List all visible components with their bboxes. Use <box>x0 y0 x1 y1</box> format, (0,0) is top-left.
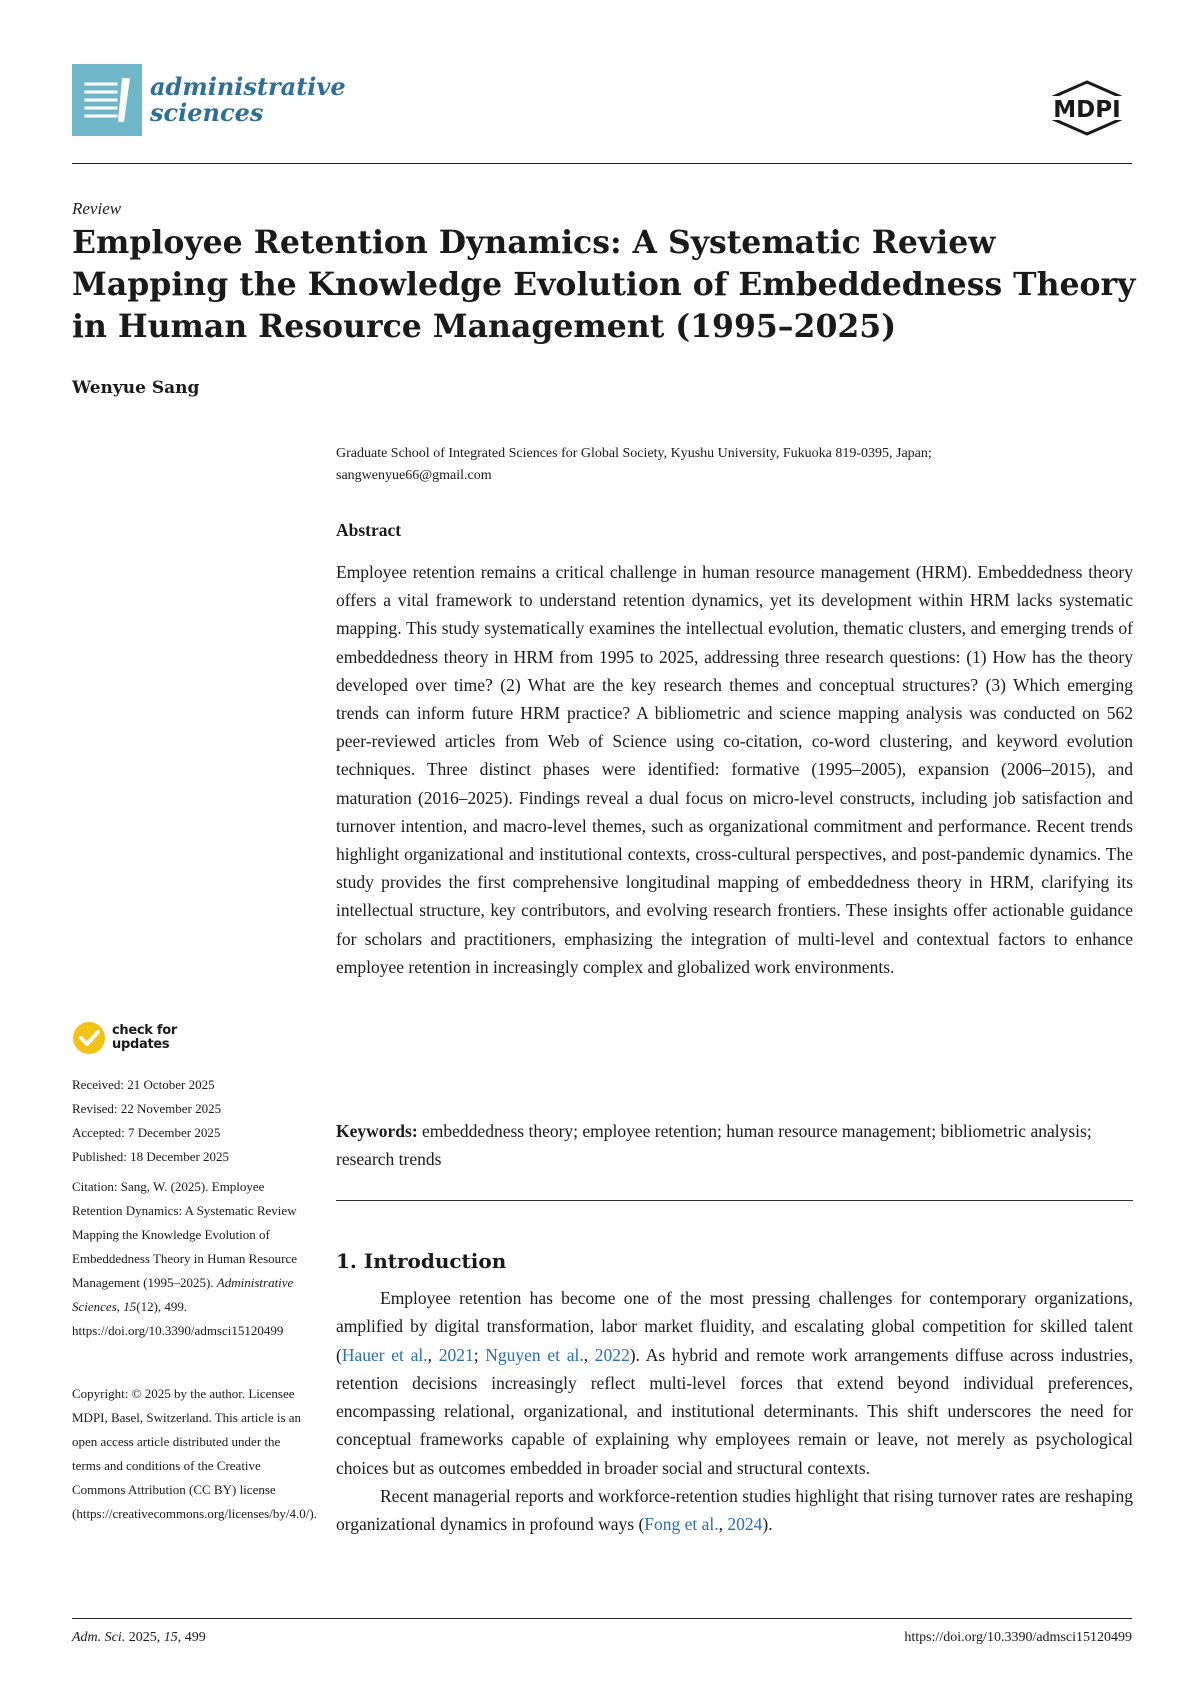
citation-volume: 15 <box>123 1299 137 1314</box>
abstract-text: Employee retention remains a critical challenge in human resource management (HRM). Embeddedness theory offers a vital framework to understand retention dynamics, yet its development within HRM lacks systematic mapping. This study systematically examines the intellectual evolution, thematic clusters, and emerging trends of embeddedness theory in HRM from 1995 to 2025, addressing three research questions: (1) How has the theory developed over time? (2) What are the key research themes and conceptual structures? (3) Which emerging trends can inform future HRM practice? A bibliometric and science mapping analysis was conducted on 562 peer-reviewed articles from Web of Science using co-citation, co-word clustering, and keyword evolution techniques. Three distinct phases were identified: formative (1995–2005), expansion (2006–2015), and maturation (2016–2025). Findings reveal a dual focus on micro-level constructs, including job satisfaction and turnover intention, and macro-level themes, such as organizational commitment and performance. Recent trends highlight organizational and institutional contexts, cross-cultural perspectives, and post-pandemic dynamics. The study provides the first comprehensive longitudinal mapping of embeddedness theory in HRM, clarifying its intellectual structure, key contributors, and evolving research frontiers. These insights offer actionable guidance for scholars and practitioners, emphasizing the integration of multi-level and contextual factors to enhance employee retention in increasingly complex and globalized work environments. <box>336 562 1133 977</box>
introduction-paragraph-2 <box>336 1482 1133 1539</box>
footer-journal-abbrev: Adm. Sci. <box>72 1630 126 1645</box>
introduction-body <box>336 1284 1133 1539</box>
date-published: Published: 18 December 2025 <box>72 1149 230 1164</box>
affiliation <box>336 443 1136 487</box>
citation-journal: Administrative Sciences <box>72 1275 294 1314</box>
footer-page: , 499 <box>177 1630 206 1645</box>
citation-text: Citation: Sang, W. (2025). Employee Retention Dynamics: A Systematic Review Mapping the Knowledge Evolution of Embeddedness Theory in Human Resource Management (1995–2025). <box>72 1179 298 1290</box>
date-received: Received: 21 October 2025 <box>72 1077 215 1092</box>
article-title: Employee Retention Dynamics: A Systematic Review Mapping the Knowledge Evolution of Embeddedness Theory in Human Resource Management (1995–2025) <box>72 224 1136 345</box>
check-for-updates-text <box>112 1024 177 1052</box>
paragraph-text: Employee retention has become one of the most pressing challenges for contemporary organizations, amplified by digital transformation, labor market fluidity, and escalating global competition for skilled talent ( <box>336 1288 1133 1365</box>
citation-link-nguyen[interactable]: Nguyen et al. <box>485 1344 584 1365</box>
copyright-notice: Copyright: © 2025 by the author. Licensee MDPI, Basel, Switzerland. This article is an open access article distributed under the terms and conditions of the Creative Commons Attribution (CC BY) license (https://creativecommons.org/licenses/by/4.0/). <box>72 1386 317 1521</box>
citation-separator: , <box>583 1344 595 1365</box>
footer-doi-link[interactable]: https://doi.org/10.3390/admsci15120499 <box>904 1630 1132 1645</box>
footer-year: 2025, <box>125 1630 164 1645</box>
check-icon <box>72 1021 106 1055</box>
citation-year-link-2021[interactable]: 2021 <box>438 1344 474 1365</box>
citation-link-fong[interactable]: Fong et al. <box>644 1514 719 1535</box>
footer-volume: 15 <box>163 1630 178 1645</box>
citation-separator: ; <box>473 1344 486 1365</box>
header-rule <box>72 163 1132 164</box>
article-type: Review <box>72 199 122 218</box>
paragraph-text: Recent managerial reports and workforce-retention studies highlight that rising turnover rates are reshaping organizational dynamics in profound ways ( <box>336 1486 1133 1535</box>
check-for-updates-line1: check for <box>112 1023 177 1038</box>
footer-journal-reference <box>72 1630 206 1646</box>
introduction-paragraph-1 <box>336 1284 1133 1482</box>
citation-year-link-2022[interactable]: 2022 <box>594 1344 630 1365</box>
keywords <box>336 1117 1133 1174</box>
paragraph-text: ). <box>762 1514 773 1535</box>
citation-separator: , <box>116 1299 124 1314</box>
mdpi-logo-icon <box>1040 80 1134 136</box>
section-divider <box>336 1200 1133 1201</box>
journal-logo <box>72 64 142 136</box>
date-revised: Revised: 22 November 2025 <box>72 1101 222 1116</box>
publisher-logo[interactable] <box>1040 80 1134 141</box>
check-for-updates-line2: updates <box>112 1037 170 1052</box>
date-accepted: Accepted: 7 December 2025 <box>72 1125 221 1140</box>
paragraph-text: ). As hybrid and remote work arrangements diffuse across industries, retention decisions increasingly reflect multi-level forces that extend beyond individual preferences, encompassing relational, organizational, and institutional determinants. This shift underscores the need for conceptual frameworks capable of explaining why employees remain or leave, not merely as psychological choices but as outcomes embedded in broader social and structural contexts. <box>336 1344 1133 1478</box>
keywords-text: embeddedness theory; employee retention; human resource management; bibliometric analysis; research trends <box>336 1121 1092 1170</box>
journal-name[interactable] <box>150 74 346 126</box>
journal-name-line1: administrative <box>150 72 346 101</box>
citation-year-link-2024[interactable]: 2024 <box>727 1514 763 1535</box>
journal-logo-icon <box>72 64 142 136</box>
author-name[interactable]: Wenyue Sang <box>72 378 200 398</box>
citation-doi[interactable]: (12), 499. https://doi.org/10.3390/admsci15120499 <box>72 1299 284 1338</box>
affiliation-text: Graduate School of Integrated Sciences for Global Society, Kyushu University, Fukuoka 819-0395, Japan; <box>336 446 932 461</box>
author-email[interactable]: sangwenyue66@gmail.com <box>336 468 492 483</box>
publication-dates <box>72 1073 312 1169</box>
abstract-heading: Abstract <box>336 520 402 540</box>
publisher-name: MDPI <box>1053 97 1121 123</box>
citation-separator: , <box>718 1514 728 1535</box>
keywords-label: Keywords: <box>336 1121 418 1141</box>
citation-block <box>72 1175 312 1343</box>
citation-link-hauer[interactable]: Hauer et al. <box>341 1344 428 1365</box>
section-heading-introduction: 1. Introduction <box>336 1249 507 1273</box>
journal-name-line2: sciences <box>150 98 264 127</box>
citation-separator: , <box>427 1344 439 1365</box>
footer-rule <box>72 1618 1132 1619</box>
check-for-updates-badge[interactable] <box>72 1021 177 1055</box>
